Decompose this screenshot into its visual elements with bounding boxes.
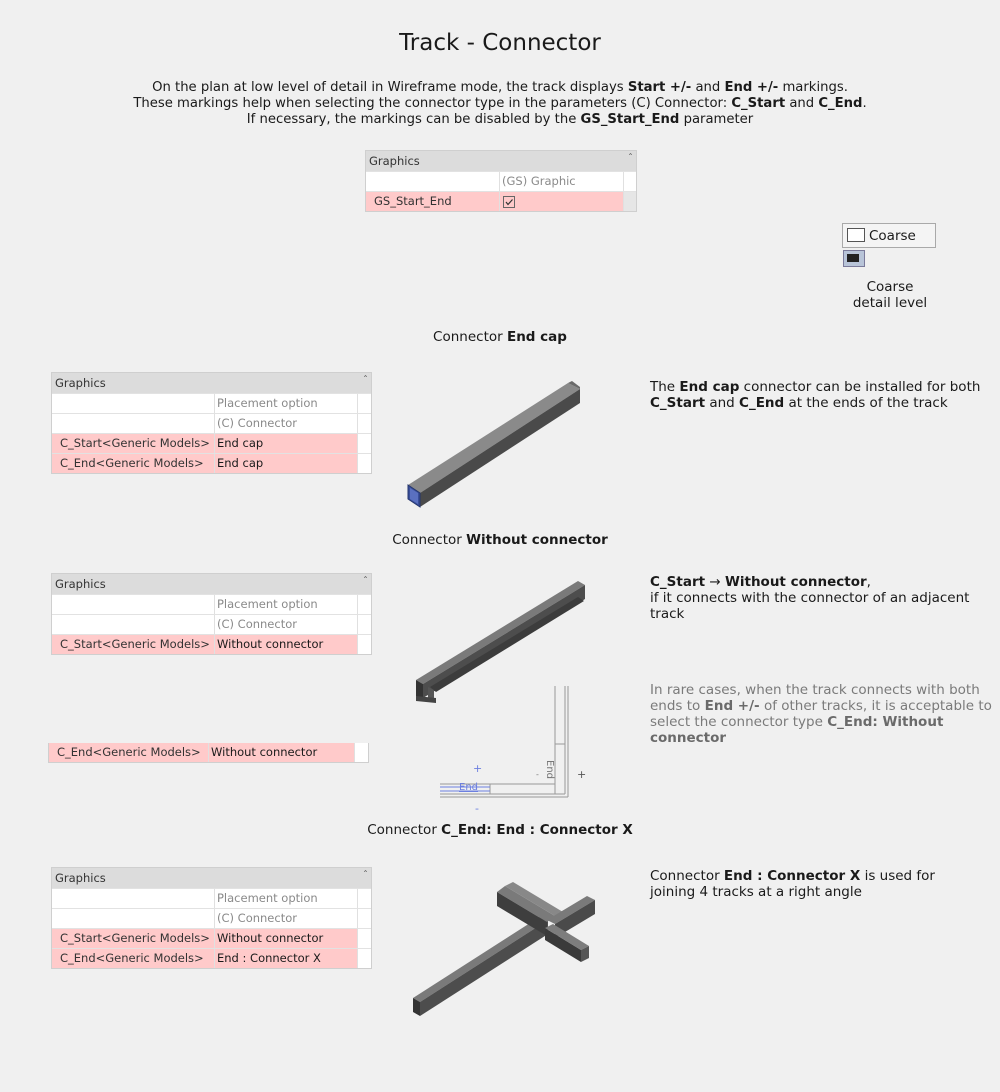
group-label: (GS) Graphic <box>500 172 624 191</box>
collapse-icon[interactable]: ˆ <box>628 153 633 164</box>
section3-properties-grid <box>51 867 372 969</box>
minus-marker: - <box>475 802 479 815</box>
coarse-small-icon[interactable] <box>843 250 865 267</box>
collapse-icon[interactable]: ˆ <box>363 375 368 386</box>
intro-text <box>0 80 1000 128</box>
grid-header[interactable]: Graphics ˆ <box>52 574 371 594</box>
placement-option-label: Placement option <box>215 595 358 614</box>
section1-note: The End cap connector can be installed for both C_Start and C_End at the ends of the track <box>650 379 981 411</box>
end-cap-track-3d <box>400 375 590 515</box>
section1-caption: Connector End cap <box>433 329 567 345</box>
end-marking-horizontal: End <box>459 782 479 793</box>
collapse-icon[interactable]: ˆ <box>363 870 368 881</box>
connector-group-label: (C) Connector <box>215 909 358 928</box>
grid-group-row <box>366 171 636 191</box>
intro-line-3: If necessary, the markings can be disabled by the GS_Start_End parameter <box>246 112 754 127</box>
grid-header[interactable]: Graphics ˆ <box>52 373 371 393</box>
checkbox-checked-icon[interactable] <box>503 196 515 208</box>
c-start-row[interactable]: C_Start<Generic Models> Without connector <box>52 928 371 948</box>
c-start-row[interactable]: C_Start<Generic Models> End cap <box>52 433 371 453</box>
plan-wireframe-view <box>435 684 595 814</box>
section2-properties-grid <box>51 573 372 655</box>
placement-option-label: Placement option <box>215 889 358 908</box>
minus-marker-small: - <box>536 770 539 779</box>
connector-x-tracks-3d <box>405 880 605 1025</box>
grid-header[interactable]: Graphics ˆ <box>52 868 371 888</box>
plus-marker-vertical: + <box>577 768 587 781</box>
c-end-row[interactable]: C_End<Generic Models> End cap <box>52 453 371 473</box>
coarse-detail-label: Coarse detail level <box>852 279 928 311</box>
intro-line-1: On the plan at low level of detail in Wireframe mode, the track displays Start +/- and End +/- markings. <box>152 80 848 95</box>
section2-note1: C_Start → Without connector, if it connects with the connector of an adjacent track <box>650 574 970 622</box>
coarse-detail-button[interactable]: Coarse <box>842 223 936 248</box>
intro-line-2: These markings help when selecting the connector type in the parameters (C) Connector: C_Start and C_End. <box>133 96 867 111</box>
placement-option-label: Placement option <box>215 394 358 413</box>
section2-c-end-row-grid <box>48 743 369 763</box>
coarse-icon <box>847 228 865 242</box>
section3-note: Connector End : Connector X is used for joining 4 tracks at a right angle <box>650 868 935 900</box>
scrollbar[interactable] <box>624 192 636 211</box>
param-name: GS_Start_End <box>366 192 500 211</box>
end-marking-vertical: End <box>544 760 555 780</box>
plus-marker: + <box>473 762 483 775</box>
collapse-icon[interactable]: ˆ <box>363 576 368 587</box>
page-title: Track - Connector <box>399 30 601 56</box>
connector-group-label: (C) Connector <box>215 414 358 433</box>
grid-header[interactable]: Graphics ˆ <box>366 151 636 171</box>
c-end-row[interactable]: C_End<Generic Models> End : Connector X <box>52 948 371 968</box>
section3-caption: Connector C_End: End : Connector X <box>367 822 633 838</box>
section2-caption: Connector Without connector <box>392 532 608 548</box>
connector-group-label: (C) Connector <box>215 615 358 634</box>
gs-start-end-row[interactable] <box>366 191 636 211</box>
c-end-row[interactable]: C_End<Generic Models> Without connector <box>49 743 368 762</box>
section2-note2: In rare cases, when the track connects with both ends to End +/- of other tracks, it is acceptable to select the connector type C_End: Without connector <box>650 682 992 746</box>
section1-properties-grid <box>51 372 372 474</box>
c-start-row[interactable]: C_Start<Generic Models> Without connector <box>52 634 371 654</box>
gs-properties-grid <box>365 150 637 212</box>
